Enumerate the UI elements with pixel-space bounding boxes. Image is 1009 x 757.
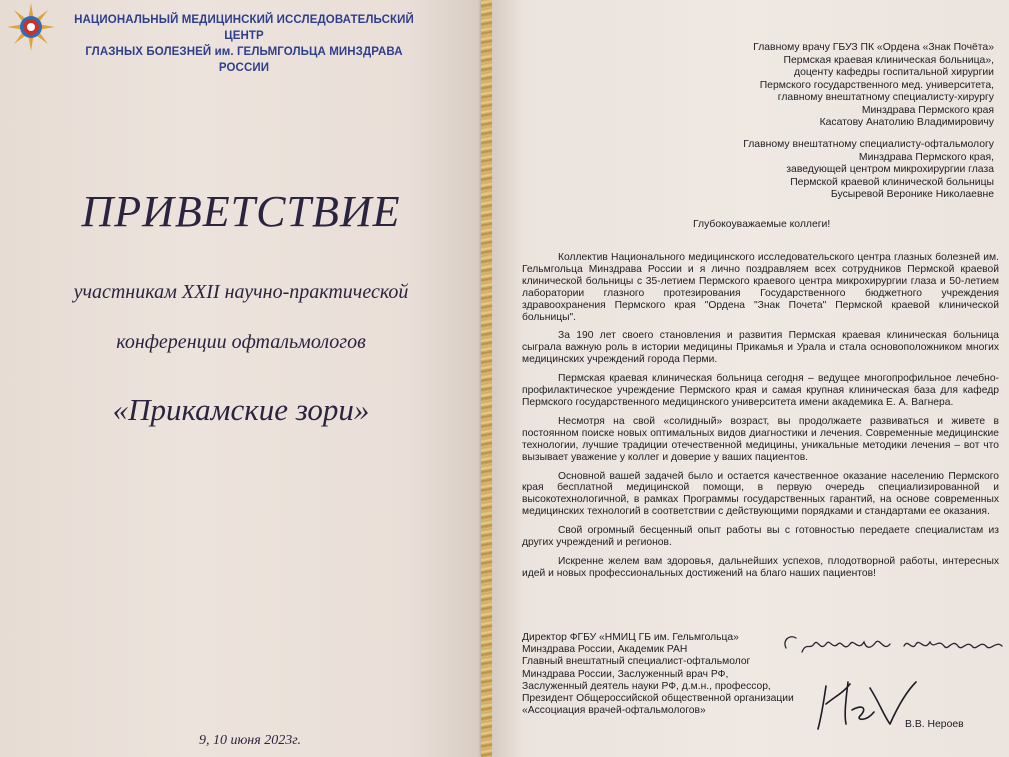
addressee-line: главному внештатному специалисту-хирургу — [777, 92, 994, 103]
letter-paragraph: Свой огромный бесценный опыт работы вы с готовностью передаете специалистам из других учреждений и регионов. — [522, 525, 999, 549]
conference-name: «Прикамские зори» — [112, 392, 370, 427]
signatory-title-block — [522, 632, 822, 717]
addressee-line: Пермской краевой клинической больницы — [790, 176, 994, 188]
organization-line-1: НАЦИОНАЛЬНЫЙ МЕДИЦИНСКИЙ ИССЛЕДОВАТЕЛЬСКИЙ ЦЕНТР — [74, 14, 414, 42]
addressee-line: Минздрава Пермского края, — [858, 151, 994, 163]
signatory-line: Президент Общероссийской общественной организации — [522, 693, 794, 705]
addressee-line: Пермская краевая клиническая больница», — [783, 54, 994, 66]
addressee-line: Пермского государственного мед. университета, — [759, 79, 994, 91]
left-page — [0, 0, 482, 757]
addressee-line: Главному внештатному специалисту-офтальмологу — [743, 139, 994, 150]
signer-name: В.В. Нероев — [905, 719, 964, 730]
letter-paragraph: Несмотря на свой «солидный» возраст, вы продолжаете развиваться и живете в постоянном поиске новых оптимальных видов диагностики и лечения. Современные медицинские технологии, лучшие традиции отечественной медицины, уникальные методики лечения – вот что вызывает уважение у коллег и доверие у ваших пациентов. — [522, 415, 999, 463]
addressee-block-2 — [664, 139, 994, 202]
letter-paragraph: Пермская краевая клиническая больница сегодня – ведущее многопрофильное лечебно-профилактическое учреждение Пермского края и самая крупная клиническая база для кафедр Пермского государственного медицинского университета имени академика Е. А. Вагнера. — [522, 373, 999, 408]
addressee-line: Бусыревой Веронике Николаевне — [830, 189, 994, 200]
signatory-line: Главный внештатный специалист-офтальмолог — [522, 656, 751, 668]
signatory-line: Минздрава России, Заслуженный врач РФ, — [522, 668, 729, 680]
letter-body — [522, 252, 999, 587]
signatory-line: Заслуженный деятель науки РФ, д.м.н., профессор, — [522, 680, 771, 692]
addressee-block-1 — [664, 42, 994, 130]
conference-date: 9, 10 июня 2023г. — [198, 733, 302, 748]
letter-paragraph: За 190 лет своего становления и развития Пермская краевая клиническая больница сыграла важную роль в истории медицины Прикамья и Урала и стала основоположником многих медицинских учреждений города Перми. — [522, 330, 999, 366]
signature-mark — [810, 674, 920, 734]
handwritten-note — [780, 630, 1009, 660]
addressee-line: доценту кафедры госпитальной хирургии — [794, 67, 994, 78]
signatory-line: Минздрава России, Академик РАН — [522, 644, 688, 656]
organization-emblem-icon — [6, 2, 56, 52]
signatory-line: «Ассоциация врачей-офтальмологов» — [522, 705, 706, 717]
addressee-line: Минздрава Пермского края — [861, 104, 994, 116]
addressee-line: Касатову Анатолию Владимировичу — [819, 117, 994, 128]
salutation: Глубокоуважаемые коллеги! — [693, 219, 831, 230]
subtitle-line-1: участникам XXII научно-практической — [73, 281, 409, 303]
subtitle-line-2: конференции офтальмологов — [116, 331, 366, 353]
addressee-line: заведующей центром микрохирургии глаза — [786, 164, 994, 175]
letter-paragraph: Основной вашей задачей было и остается качественное оказание населению Пермского края бесплатной медицинской помощи, в первую очередь специализированной и высокотехнологичной, в рамках Программы государственных гарантий, на основе современных медицинских технологий в соответствии с действующими порядками и стандартами ее оказания. — [522, 470, 999, 518]
addressee-line: Главному врачу ГБУЗ ПК «Ордена «Знак Почёта» — [753, 42, 994, 53]
greeting-title: ПРИВЕТСТВИЕ — [81, 187, 401, 236]
organization-name — [64, 12, 424, 76]
signatory-line: Директор ФГБУ «НМИЦ ГБ им. Гельмгольца» — [522, 632, 739, 643]
letter-paragraph: Искренне желем вам здоровья, дальнейших успехов, плодотворной работы, интересных идей и новых профессиональных достижений на благо наших пациентов! — [522, 555, 999, 579]
organization-line-2: ГЛАЗНЫХ БОЛЕЗНЕЙ им. ГЕЛЬМГОЛЬЦА МИНЗДРАВА РОССИИ — [85, 46, 403, 74]
letter-paragraph: Коллектив Национального медицинского исследовательского центра глазных болезней им. Гельмгольца Минздрава России и я лично поздравляем всех сотрудников Пермской краевой клинической больницы с 35-летием Пермского краевого центра микрохирургии глаза и 50-летием лаборатории глазного протезирования Государственного бюджетного учреждения здравоохранения Пермского края "Ордена "Знак Почета" Пермской краевой клинической больницы". — [522, 252, 999, 323]
